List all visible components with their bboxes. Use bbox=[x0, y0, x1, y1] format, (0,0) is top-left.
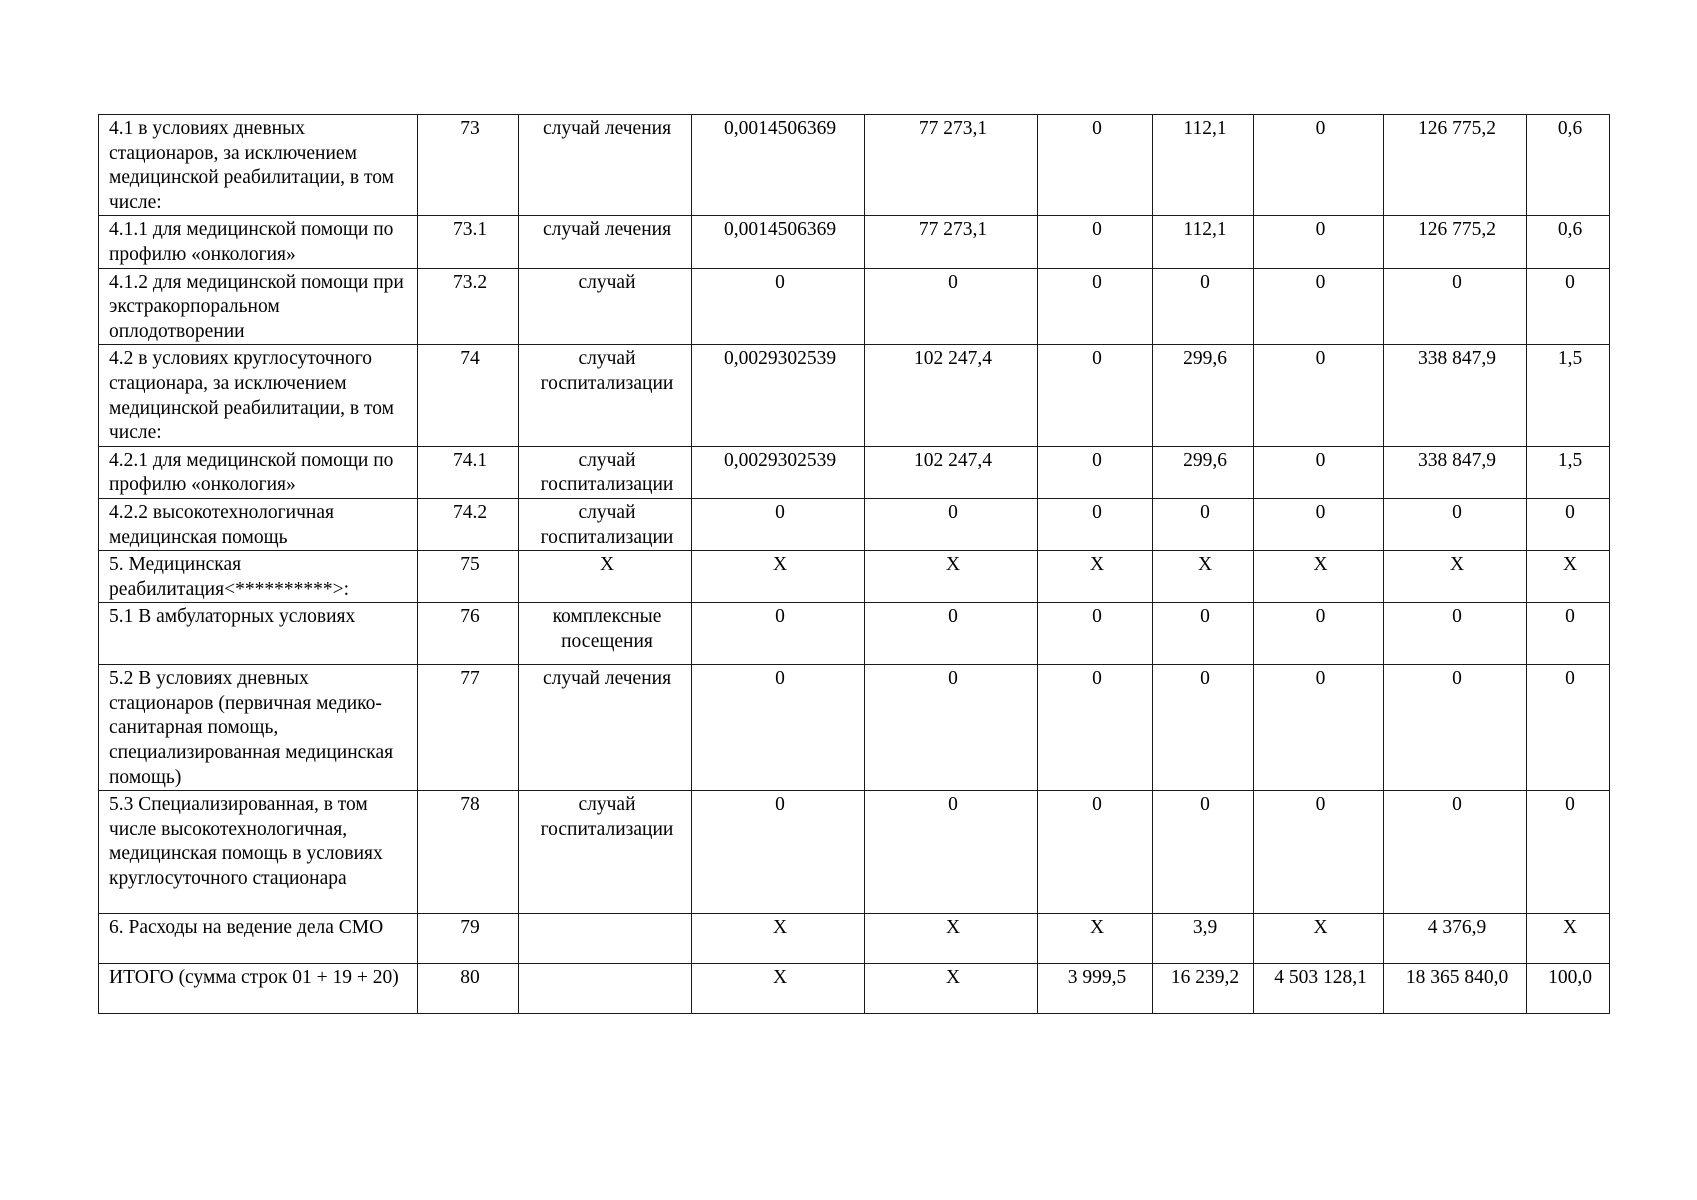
value-cell: 0 bbox=[1254, 665, 1384, 791]
row-name-cell: 5.1 В амбулаторных условиях bbox=[99, 603, 418, 665]
unit-cell: случай госпитализации bbox=[519, 446, 692, 498]
value-cell: X bbox=[1527, 914, 1610, 964]
value-cell: 0,6 bbox=[1527, 216, 1610, 268]
unit-cell: X bbox=[519, 551, 692, 603]
value-cell: 16 239,2 bbox=[1153, 964, 1254, 1014]
value-cell: 0 bbox=[692, 603, 865, 665]
row-name-cell: 4.2.2 высокотехнологичная медицинская помощь bbox=[99, 498, 418, 550]
value-cell: 0 bbox=[1038, 665, 1153, 791]
table-row bbox=[99, 914, 1610, 964]
table-row bbox=[99, 791, 1610, 914]
row-code-cell: 80 bbox=[418, 964, 519, 1014]
value-cell: 0 bbox=[1527, 268, 1610, 345]
unit-cell: случай госпитализации bbox=[519, 791, 692, 914]
unit-cell: случай лечения bbox=[519, 115, 692, 216]
row-name-cell: 5.2 В условиях дневных стационаров (первичная медико-санитарная помощь, специализированная медицинская помощь) bbox=[99, 665, 418, 791]
value-cell: 299,6 bbox=[1153, 446, 1254, 498]
row-name-cell: 4.1.2 для медицинской помощи при экстракорпоральном оплодотворении bbox=[99, 268, 418, 345]
value-cell: 0 bbox=[1527, 791, 1610, 914]
value-cell: 1,5 bbox=[1527, 345, 1610, 446]
value-cell: 0 bbox=[1254, 115, 1384, 216]
table-row bbox=[99, 498, 1610, 550]
value-cell: 18 365 840,0 bbox=[1384, 964, 1527, 1014]
row-name-cell: 4.2.1 для медицинской помощи по профилю «онкология» bbox=[99, 446, 418, 498]
value-cell: 0 bbox=[1153, 603, 1254, 665]
value-cell: X bbox=[865, 551, 1038, 603]
row-code-cell: 78 bbox=[418, 791, 519, 914]
value-cell: 0 bbox=[1038, 498, 1153, 550]
table-row bbox=[99, 115, 1610, 216]
value-cell: 102 247,4 bbox=[865, 345, 1038, 446]
value-cell: X bbox=[692, 964, 865, 1014]
value-cell: 0 bbox=[1038, 268, 1153, 345]
value-cell: 0 bbox=[1254, 268, 1384, 345]
value-cell: 126 775,2 bbox=[1384, 115, 1527, 216]
row-name-cell: 4.1.1 для медицинской помощи по профилю «онкология» bbox=[99, 216, 418, 268]
value-cell: X bbox=[1527, 551, 1610, 603]
row-code-cell: 73.1 bbox=[418, 216, 519, 268]
data-table bbox=[98, 114, 1610, 1014]
value-cell: X bbox=[865, 914, 1038, 964]
value-cell: 126 775,2 bbox=[1384, 216, 1527, 268]
value-cell: 0 bbox=[1153, 268, 1254, 345]
value-cell: 0 bbox=[1254, 603, 1384, 665]
unit-cell: случай bbox=[519, 268, 692, 345]
unit-cell: случай госпитализации bbox=[519, 498, 692, 550]
value-cell: 0 bbox=[692, 665, 865, 791]
value-cell: X bbox=[1153, 551, 1254, 603]
unit-cell bbox=[519, 964, 692, 1014]
value-cell: 0 bbox=[1384, 791, 1527, 914]
value-cell: 0 bbox=[1254, 345, 1384, 446]
value-cell: X bbox=[1254, 551, 1384, 603]
row-code-cell: 74 bbox=[418, 345, 519, 446]
value-cell: 0 bbox=[1384, 268, 1527, 345]
row-code-cell: 76 bbox=[418, 603, 519, 665]
unit-cell: комплексные посещения bbox=[519, 603, 692, 665]
value-cell: 112,1 bbox=[1153, 216, 1254, 268]
unit-cell: случай лечения bbox=[519, 665, 692, 791]
row-code-cell: 77 bbox=[418, 665, 519, 791]
value-cell: 0 bbox=[1384, 603, 1527, 665]
table-row bbox=[99, 964, 1610, 1014]
row-name-cell: 4.2 в условиях круглосуточного стационара, за исключением медицинской реабилитации, в том числе: bbox=[99, 345, 418, 446]
table-row bbox=[99, 551, 1610, 603]
value-cell: 0 bbox=[1153, 498, 1254, 550]
row-code-cell: 75 bbox=[418, 551, 519, 603]
table-row bbox=[99, 446, 1610, 498]
table-row bbox=[99, 268, 1610, 345]
value-cell: 0 bbox=[865, 498, 1038, 550]
value-cell: 102 247,4 bbox=[865, 446, 1038, 498]
value-cell: 0 bbox=[1153, 665, 1254, 791]
value-cell: 4 503 128,1 bbox=[1254, 964, 1384, 1014]
row-name-cell: 5.3 Специализированная, в том числе высокотехнологичная, медицинская помощь в условиях круглосуточного стационара bbox=[99, 791, 418, 914]
value-cell: 0 bbox=[865, 268, 1038, 345]
value-cell: 0 bbox=[1153, 791, 1254, 914]
value-cell: 0 bbox=[1384, 498, 1527, 550]
row-name-cell: 4.1 в условиях дневных стационаров, за исключением медицинской реабилитации, в том числе: bbox=[99, 115, 418, 216]
value-cell: X bbox=[1254, 914, 1384, 964]
value-cell: 0,0029302539 bbox=[692, 345, 865, 446]
value-cell: X bbox=[1038, 914, 1153, 964]
value-cell: 0,0029302539 bbox=[692, 446, 865, 498]
value-cell: 0,0014506369 bbox=[692, 115, 865, 216]
value-cell: X bbox=[692, 551, 865, 603]
value-cell: 338 847,9 bbox=[1384, 345, 1527, 446]
value-cell: X bbox=[1038, 551, 1153, 603]
value-cell: 0,0014506369 bbox=[692, 216, 865, 268]
value-cell: 77 273,1 bbox=[865, 115, 1038, 216]
unit-cell: случай госпитализации bbox=[519, 345, 692, 446]
value-cell: 112,1 bbox=[1153, 115, 1254, 216]
value-cell: 0 bbox=[692, 498, 865, 550]
value-cell: 0 bbox=[1527, 603, 1610, 665]
value-cell: X bbox=[865, 964, 1038, 1014]
table-row bbox=[99, 603, 1610, 665]
value-cell: X bbox=[692, 914, 865, 964]
value-cell: 3 999,5 bbox=[1038, 964, 1153, 1014]
unit-cell bbox=[519, 914, 692, 964]
row-code-cell: 79 bbox=[418, 914, 519, 964]
row-code-cell: 74.1 bbox=[418, 446, 519, 498]
value-cell: 0 bbox=[1038, 216, 1153, 268]
value-cell: 0 bbox=[1254, 791, 1384, 914]
table-row bbox=[99, 665, 1610, 791]
value-cell: 0 bbox=[1254, 498, 1384, 550]
value-cell: 0 bbox=[1254, 446, 1384, 498]
row-code-cell: 73.2 bbox=[418, 268, 519, 345]
row-name-cell: 5. Медицинская реабилитация<**********>: bbox=[99, 551, 418, 603]
value-cell: 3,9 bbox=[1153, 914, 1254, 964]
value-cell: 0 bbox=[1038, 446, 1153, 498]
value-cell: 0 bbox=[692, 791, 865, 914]
value-cell: 0 bbox=[865, 603, 1038, 665]
value-cell: 0,6 bbox=[1527, 115, 1610, 216]
value-cell: 0 bbox=[1038, 345, 1153, 446]
value-cell: 0 bbox=[865, 791, 1038, 914]
row-name-cell: 6. Расходы на ведение дела СМО bbox=[99, 914, 418, 964]
value-cell: X bbox=[1384, 551, 1527, 603]
value-cell: 0 bbox=[692, 268, 865, 345]
value-cell: 0 bbox=[865, 665, 1038, 791]
table-row bbox=[99, 345, 1610, 446]
value-cell: 0 bbox=[1527, 498, 1610, 550]
table-body bbox=[99, 115, 1610, 1014]
value-cell: 77 273,1 bbox=[865, 216, 1038, 268]
value-cell: 299,6 bbox=[1153, 345, 1254, 446]
value-cell: 0 bbox=[1384, 665, 1527, 791]
value-cell: 0 bbox=[1527, 665, 1610, 791]
unit-cell: случай лечения bbox=[519, 216, 692, 268]
row-code-cell: 74.2 bbox=[418, 498, 519, 550]
value-cell: 0 bbox=[1038, 791, 1153, 914]
value-cell: 338 847,9 bbox=[1384, 446, 1527, 498]
value-cell: 4 376,9 bbox=[1384, 914, 1527, 964]
table-row bbox=[99, 216, 1610, 268]
row-name-cell: ИТОГО (сумма строк 01 + 19 + 20) bbox=[99, 964, 418, 1014]
value-cell: 0 bbox=[1038, 115, 1153, 216]
value-cell: 100,0 bbox=[1527, 964, 1610, 1014]
row-code-cell: 73 bbox=[418, 115, 519, 216]
value-cell: 1,5 bbox=[1527, 446, 1610, 498]
value-cell: 0 bbox=[1038, 603, 1153, 665]
value-cell: 0 bbox=[1254, 216, 1384, 268]
